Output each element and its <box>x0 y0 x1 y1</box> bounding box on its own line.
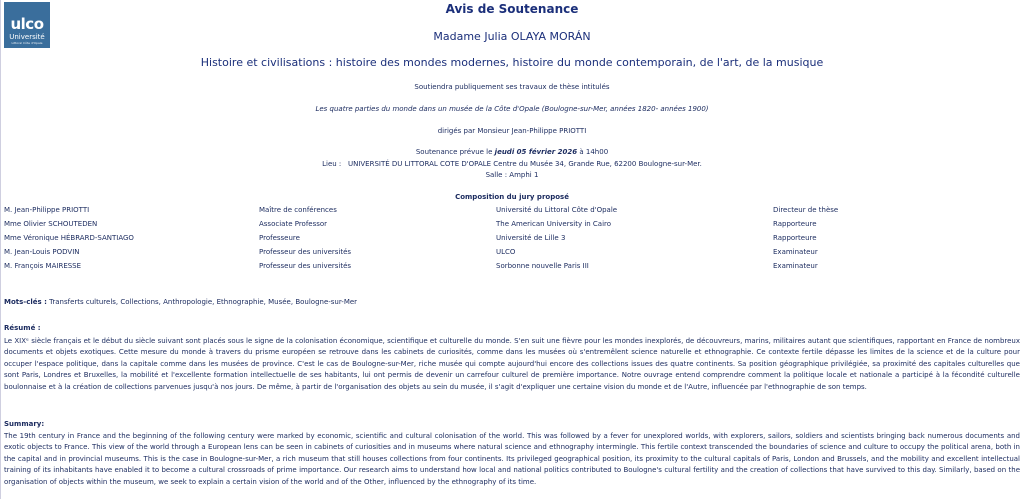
place-label: Lieu : <box>322 160 342 168</box>
defense-date-line <box>0 148 1024 156</box>
jury-institution: Sorbonne nouvelle Paris III <box>496 262 589 270</box>
jury-row <box>0 262 1024 272</box>
logo-sub-text: Littoral Côte d'Opale <box>11 41 43 45</box>
jury-role: Directeur de thèse <box>773 206 839 214</box>
jury-name: Mme Véronique HÉBRARD-SANTIAGO <box>4 234 134 242</box>
jury-title: Composition du jury proposé <box>455 193 569 201</box>
jury-name: M. François MAIRESSE <box>4 262 82 270</box>
jury-institution: Université du Littoral Côte d'Opale <box>496 206 618 214</box>
jury-row <box>0 220 1024 230</box>
discipline: Histoire et civilisations : histoire des mondes modernes, histoire du monde contemporain, de l'art, de la musique <box>200 56 824 69</box>
jury-institution: ULCO <box>496 248 516 256</box>
jury-name: Mme Olivier SCHOUTEDEN <box>4 220 98 228</box>
defense-intro: Soutiendra publiquement ses travaux de thèse intitulés <box>414 83 610 91</box>
defense-room: Salle : Amphi 1 <box>485 171 539 179</box>
thesis-title: Les quatre parties du monde dans un musée de la Côte d'Opale (Boulogne-sur-Mer, années 1820- années 1900) <box>315 105 709 113</box>
jury-institution: The American University in Cairo <box>496 220 612 228</box>
jury-institution: Université de Lille 3 <box>496 234 566 242</box>
defense-place: UNIVERSITÉ DU LITTORAL COTE D'OPALE Centre du Musée 34, Grande Rue, 62200 Boulogne-sur-Mer. <box>347 160 702 168</box>
logo-universite-text: Université <box>9 33 45 41</box>
defense-time: à 14h00 <box>577 148 609 156</box>
resume-text: Le XIXᵉ siècle français et le début du siècle suivant sont placés sous le signe de la colonisation économique, scientifique et culturelle du monde. S'en suit une fièvre pour les mondes inexplorés, de découvreurs, marins, militaires autant que scientifiques, rapportant en France de nombreux documents et objets exotiques. Cette mesure du monde à travers du prisme européen se retrouve dans les cabinets de curiosités, comme dans les musées où s'entremêlent science naturelle et ethnographie. Ce contexte fertile dépasse les limites de la science et de la culture pour occuper l'espace politique, dans la capitale comme dans les musées de province. C'est le cas de Boulogne-sur-Mer, riche musée qui compte aujourd'hui encore des collections issues des quatre continents. Sa position géographique privilégiée, sa proximité des capitales culturelles que sont Paris, Londres et Bruxelles, la mobilité et l'excellente formation intellectuelle de ses habitants, lui ont permis de devenir un carrefour culturel de première importance. Notre ouvrage entend comprendre comment la politique locale et nationale a participé à la fécondité culturelle boulonnaise et à la création de collections parvenues jusqu'à nos jours. De même, à partir de l'organisation des objets au sein du musée, il s'agit d'expliquer une certaine vision du monde et de l'Autre, influencée par l'ethnographie de son temps. <box>4 337 1020 391</box>
jury-row <box>0 234 1024 244</box>
supervision: dirigés par Monsieur Jean-Philippe PRIOTTI <box>437 127 587 135</box>
keywords-label: Mots-clés : <box>4 298 47 306</box>
candidate-name: Madame Julia OLAYA MORÁN <box>433 30 591 43</box>
defense-place-line <box>0 160 1024 168</box>
page-title: Avis de Soutenance <box>445 2 579 16</box>
date-prefix: Soutenance prévue le <box>415 148 495 156</box>
jury-role: Rapporteure <box>773 234 817 242</box>
jury-name: M. Jean-Philippe PRIOTTI <box>4 206 90 214</box>
jury-grade: Associate Professor <box>259 220 328 228</box>
keywords-value: Transferts culturels, Collections, Anthropologie, Ethnographie, Musée, Boulogne-sur-Mer <box>46 298 358 306</box>
defense-date: jeudi 05 février 2026 <box>494 148 578 156</box>
jury-grade: Professeur des universités <box>259 248 352 256</box>
resume-label: Résumé : <box>4 324 41 332</box>
jury-grade: Maître de conférences <box>259 206 337 214</box>
summary-label: Summary: <box>4 420 45 428</box>
jury-role: Examinateur <box>773 262 818 270</box>
keywords <box>4 297 1020 308</box>
jury-grade: Professeur des universités <box>259 262 352 270</box>
jury-grade: Professeure <box>259 234 300 242</box>
jury-role: Examinateur <box>773 248 818 256</box>
logo-ulco-text: ulco <box>10 15 44 33</box>
summary-text: The 19th century in France and the beginning of the following century were marked by economic, scientific and cultural colonisation of the world. This was followed by a fever for unexplored worlds, with explorers, sailors, soldiers and scientists bringing back numerous documents and exotic objects to France. This view of the world through a European lens can be seen in cabinets of curiosities and in museums where natural science and ethnography intermingle. This fertile context transcended the boundaries of science and culture to occupy the political arena, both in the capital and in provincial museums. This is the case in Boulogne-sur-Mer, a rich museum that still houses collections from four continents. Its privileged geographical position, its proximity to the cultural capitals of Paris, London and Brussels, and the mobility and excellent intellectual training of its inhabitants have enabled it to become a cultural crossroads of prime importance. Our research aims to understand how local and national politics contributed to Boulogne's cultural fertility and the creation of collections that have survived to this day. Similarly, based on the organisation of objects within the museum, we seek to explain a certain vision of the world and of the Other, influenced by the ethnography of its time. <box>4 432 1020 486</box>
jury-row <box>0 206 1024 216</box>
jury-role: Rapporteure <box>773 220 817 228</box>
jury-row <box>0 248 1024 258</box>
jury-name: M. Jean-Louis PODVIN <box>4 248 80 256</box>
